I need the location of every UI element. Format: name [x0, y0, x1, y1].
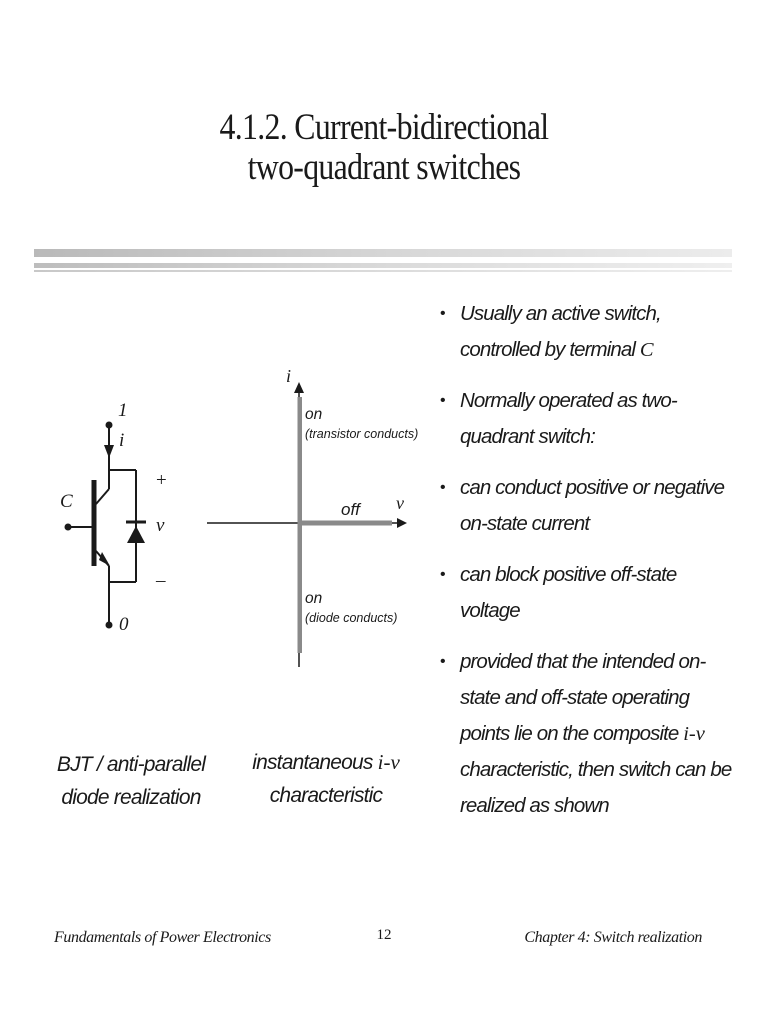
bullet-text: Usually an active switch, controlled by terminal: [460, 302, 661, 361]
bullet-dot-icon: •: [440, 566, 445, 583]
characteristic-caption: [236, 746, 416, 812]
terminal-c-label: C: [60, 491, 73, 512]
i-axis-arrow-icon: [294, 382, 304, 393]
minus-sign: –: [156, 570, 166, 591]
terminal-1-label: 1: [118, 400, 128, 421]
off-label: off: [341, 500, 360, 519]
v-axis-arrow-icon: [397, 518, 407, 528]
bullet-item: [440, 296, 740, 368]
plus-sign: +: [156, 470, 167, 491]
bullet-list: [440, 296, 740, 839]
on-bottom-note: (diode conducts): [305, 611, 398, 625]
characteristic-caption-text: instantaneous: [252, 751, 378, 774]
iv-characteristic: [207, 366, 418, 667]
terminal-0-dot: [106, 622, 113, 629]
on-top-label: on: [305, 406, 323, 423]
slide-title-line-2: two-quadrant switches: [247, 147, 521, 188]
on-bottom-label: on: [305, 590, 323, 607]
collector-junction: [96, 489, 109, 504]
circuit-caption: [36, 748, 226, 814]
footer-page-number: 12: [376, 927, 392, 943]
on-top-note: (transistor conducts): [305, 427, 419, 441]
circuit-caption-line-2: diode realization: [61, 786, 201, 809]
bullet-dot-icon: •: [440, 392, 445, 409]
circuit-caption-line-1: BJT / anti-parallel: [56, 753, 206, 776]
bullet-text: can conduct positive or negative on-state current: [460, 476, 725, 535]
bullet-item: [440, 644, 740, 824]
bullet-item: [440, 383, 740, 455]
i-axis-label: i: [286, 366, 292, 386]
terminal-c-dot: [65, 524, 72, 531]
terminal-0-label: 0: [119, 614, 129, 635]
current-arrow-icon: [104, 445, 114, 458]
off-state-segment: [299, 521, 392, 526]
bjt-diode-circuit: [65, 422, 147, 629]
bullet-item: [440, 557, 740, 629]
bullet-text: provided that the intended on-state and off-state operating points lie on the composite: [460, 650, 706, 745]
characteristic-caption-line-2: characteristic: [269, 784, 383, 807]
bullet-item: [440, 470, 740, 542]
bullet-text-tail: characteristic, then switch can be realized as shown: [460, 758, 732, 817]
footer-chapter: Chapter 4: Switch realization: [524, 929, 702, 946]
slide-title-line-1: 4.1.2. Current-bidirectional: [219, 107, 549, 148]
characteristic-caption-iv: i-v: [377, 750, 400, 774]
emitter-arrow-icon: [99, 552, 110, 566]
current-i-label: i: [119, 430, 125, 451]
diode-triangle-icon: [127, 526, 145, 543]
bullet-text: Normally operated as two-quadrant switch:: [460, 389, 677, 448]
characteristic-caption-line-1: [236, 746, 416, 779]
v-axis-label: v: [396, 493, 404, 513]
bullet-text: can block positive off-state voltage: [460, 563, 677, 622]
footer-book-title: Fundamentals of Power Electronics: [54, 929, 271, 946]
bullet-dot-icon: •: [440, 305, 445, 322]
terminal-1-dot: [106, 422, 113, 429]
bullet-dot-icon: •: [440, 653, 445, 670]
bullet-dot-icon: •: [440, 479, 445, 496]
voltage-v-label: v: [156, 515, 165, 536]
bullet-text-c: C: [639, 339, 654, 361]
bullet-text-iv: i-v: [683, 723, 705, 745]
